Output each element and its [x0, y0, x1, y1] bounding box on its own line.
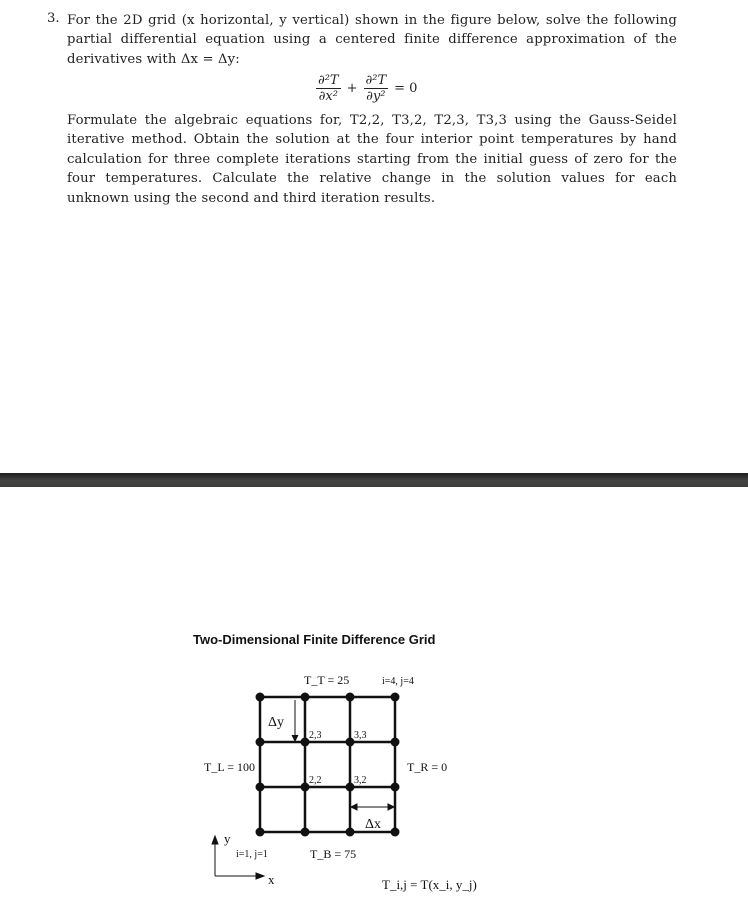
eq-term2-den: ∂y² [366, 89, 386, 104]
top-boundary-label: T_T = 25 [304, 673, 350, 687]
grid-node [256, 693, 265, 702]
eq-term1-den: ∂x² [318, 89, 338, 104]
x-axis-label: x [268, 872, 275, 887]
left-boundary-label: T_L = 100 [204, 760, 255, 774]
grid-node [301, 693, 310, 702]
grid-node [346, 693, 355, 702]
grid-node [391, 738, 400, 747]
problem-number: 3. [47, 11, 60, 26]
figure-title: Two-Dimensional Finite Difference Grid [193, 632, 436, 647]
node-label-3-2: 3,2 [354, 775, 367, 786]
grid-node [256, 738, 265, 747]
definition-label: T_i,j = T(x_i, y_j) [382, 877, 477, 892]
grid-node [301, 828, 310, 837]
dy-label: Δy [268, 715, 285, 730]
node-label-2-3: 2,3 [309, 730, 322, 741]
grid-node [391, 828, 400, 837]
right-boundary-label: T_R = 0 [407, 760, 448, 774]
corner-bottom-label: i=1, j=1 [236, 849, 268, 860]
node-label-2-2: 2,2 [309, 775, 322, 786]
node-label-3-3: 3,3 [354, 730, 367, 741]
eq-op: + [346, 81, 358, 96]
grid-node [391, 783, 400, 792]
grid-node [391, 693, 400, 702]
y-axis-label: y [224, 831, 231, 846]
dx-label: Δx [365, 817, 382, 832]
eq-term2-num: ∂²T [365, 73, 387, 88]
bottom-boundary-label: T_B = 75 [310, 847, 357, 861]
grid-node [346, 828, 355, 837]
grid-node [256, 783, 265, 792]
corner-top-label: i=4, j=4 [382, 676, 414, 687]
eq-rhs: = 0 [394, 81, 418, 96]
problem-body: Formulate the algebraic equations for, T2,2, T3,2, T2,3, T3,3 using the Gauss-Seidel iterative method. Obtain the solution at the four interior point temperatures by hand calculation for three complete iterations starting from the initial guess of zero for the four temperatures. Calculate the relative change in the solution values for each unknown using the second and third iteration results. [67, 113, 677, 206]
problem-intro: For the 2D grid (x horizontal, y vertical) shown in the figure below, solve the following partial differential equation using a centered finite difference approximation of the derivatives with Δx = Δy: [67, 13, 677, 67]
eq-term1-num: ∂²T [318, 73, 339, 88]
grid-node [256, 828, 265, 837]
